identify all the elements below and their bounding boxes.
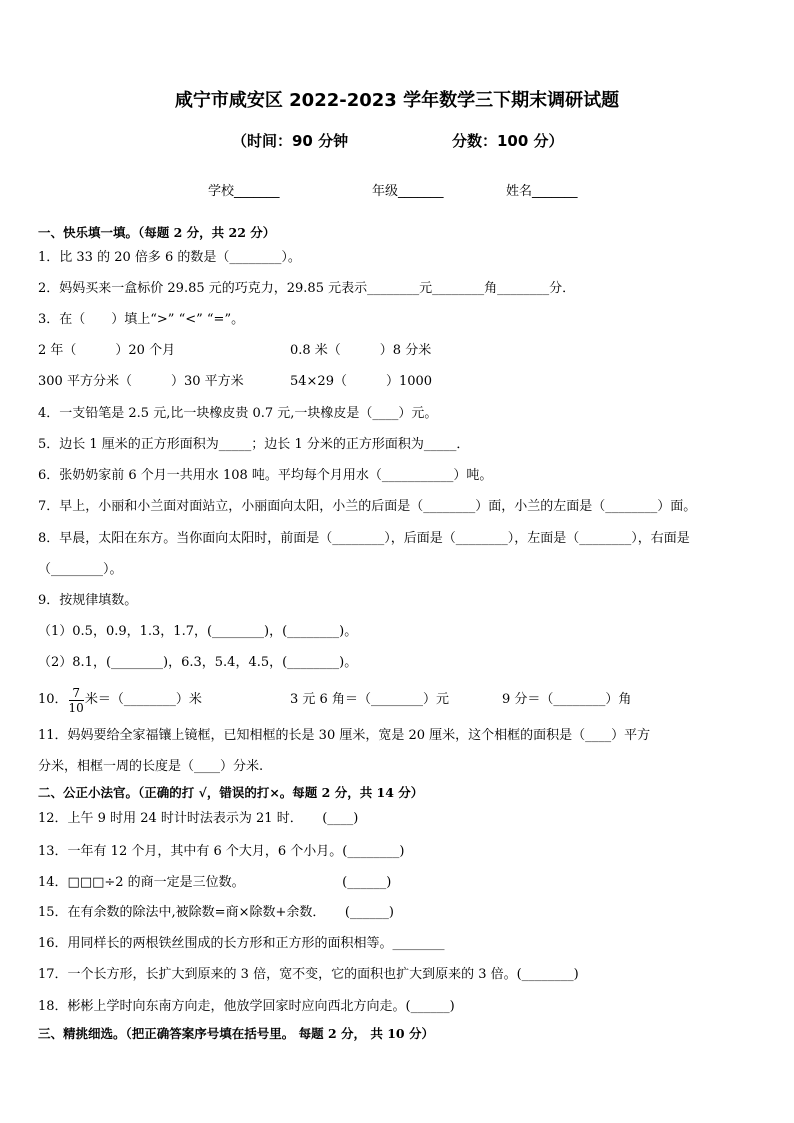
question-3: 3．在（ ）填上“>” “<” “=”。 — [38, 312, 245, 327]
question-8: 8．早晨，太阳在东方。当你面向太阳时，前面是（________），后面是（________），左面是（________），右面是 — [38, 531, 690, 546]
question-10c: 9 分＝（________）角 — [502, 692, 632, 707]
question-17: 17．一个长方形，长扩大到原来的 3 倍，宽不变，它的面积也扩大到原来的 3 倍。(________) — [38, 967, 579, 982]
fraction-numerator: 7 — [69, 686, 84, 701]
question-15: 15．在有余数的除法中,被除数=商×除数+余数． (______) — [38, 905, 394, 920]
exam-subtitle — [232, 130, 564, 151]
grade-field: 年级_______ — [372, 184, 444, 199]
question-3c: 300 平方分米（ ）30 平方米 — [38, 374, 244, 389]
question-12: 12．上午 9 时用 24 时计时法表示为 21 时． (____) — [38, 811, 359, 826]
question-3a: 2 年（ ）20 个月 — [38, 343, 176, 358]
question-4: 4．一支铅笔是 2.5 元,比一块橡皮贵 0.7 元,一块橡皮是（____）元。 — [38, 406, 438, 421]
question-16: 16．用同样长的两根铁丝围成的长方形和正方形的面积相等。________ — [38, 936, 445, 951]
question-18: 18．彬彬上学时向东南方向走，他放学回家时应向西北方向走。(______) — [38, 999, 455, 1014]
question-5: 5．边长 1 厘米的正方形面积为_____；边长 1 分米的正方形面积为_____． — [38, 437, 470, 452]
question-11: 11．妈妈要给全家福镶上镜框，已知相框的长是 30 厘米，宽是 20 厘米，这个相框的面积是（____）平方 — [38, 728, 651, 743]
question-14: 14．□□□÷2 的商一定是三位数。 (______) — [38, 875, 392, 890]
question-1: 1．比 33 的 20 倍多 6 的数是（________）。 — [38, 250, 301, 265]
question-10b: 3 元 6 角＝（________）元 — [290, 692, 449, 707]
question-7: 7．早上，小丽和小兰面对面站立，小丽面向太阳，小兰的后面是（________）面，小兰的左面是（________）面。 — [38, 499, 697, 514]
section-3-heading: 三、精挑细选。（把正确答案序号填在括号里。 每题 2 分， 共 10 分） — [38, 1026, 434, 1041]
question-13: 13．一年有 12 个月，其中有 6 个大月，6 个小月。(________) — [38, 844, 405, 859]
question-9a: （1）0.5，0.9，1.3，1.7，(________)，(________)。 — [38, 624, 358, 639]
section-1-heading: 一、快乐填一填。（每题 2 分，共 22 分） — [38, 225, 276, 240]
page-title: 咸宁市咸安区 2022-2023 学年数学三下期末调研试题 — [174, 90, 620, 111]
section-2-heading: 二、公正小法官。（正确的打 √，错误的打×。每题 2 分，共 14 分） — [38, 785, 424, 800]
fraction-denominator: 10 — [68, 700, 84, 715]
exam-score: 分数：100 分） — [452, 132, 564, 150]
fraction — [69, 686, 84, 715]
question-2: 2．妈妈买来一盒标价 29.85 元的巧克力，29.85 元表示________元________角________分． — [38, 281, 576, 296]
question-9b: （2）8.1，(________)，6.3，5.4，4.5，(________)。 — [38, 655, 358, 670]
question-11-cont: 分米，相框一周的长度是（____）分米. — [38, 759, 264, 774]
question-8-cont: （________）。 — [38, 562, 123, 577]
question-10 — [38, 681, 202, 719]
school-field: 学校_______ — [208, 184, 280, 199]
question-10a: 米＝（________）米 — [84, 692, 202, 707]
question-6: 6．张奶奶家前 6 个月一共用水 108 吨。平均每个月用水（___________）吨。 — [38, 468, 493, 483]
question-9: 9．按规律填数。 — [38, 593, 138, 608]
name-field: 姓名_______ — [506, 184, 578, 199]
question-3d: 54×29（ ）1000 — [290, 374, 433, 389]
question-3b: 0.8 米（ ）8 分米 — [290, 343, 432, 358]
question-10-number: 10． — [38, 692, 68, 707]
exam-time: （时间：90 分钟 — [232, 132, 349, 150]
